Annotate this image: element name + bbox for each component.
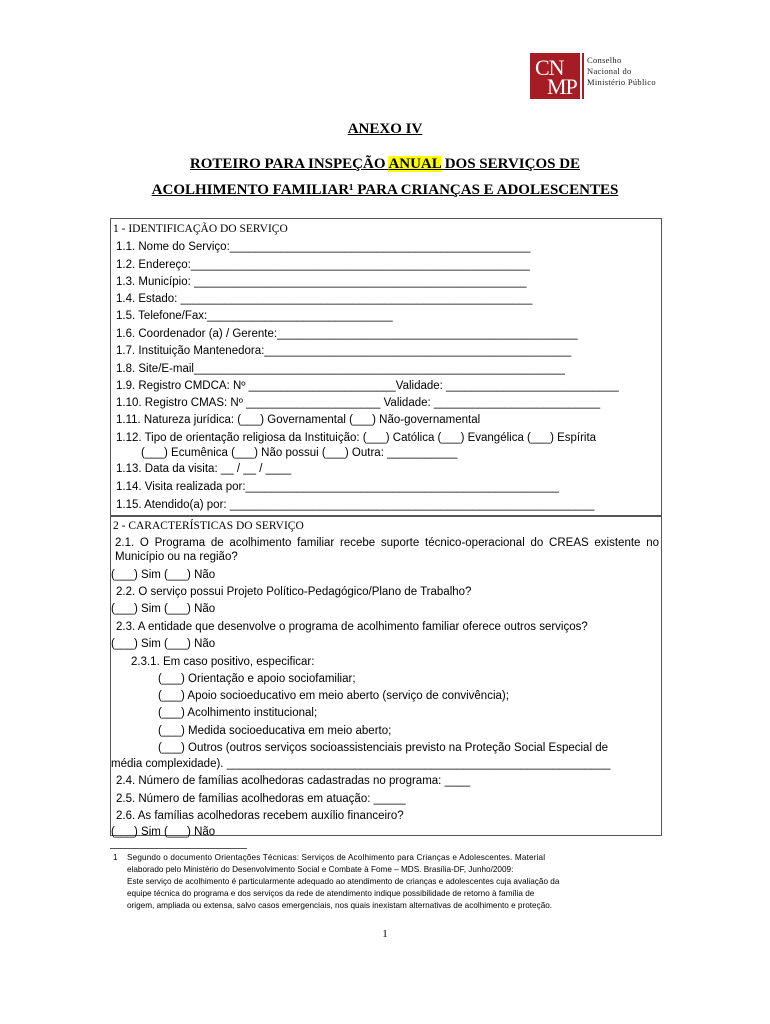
field-attended-by[interactable]: 1.15. Atendido(a) por: _________________________________________________________ <box>116 499 595 511</box>
field-site-email[interactable]: 1.8. Site/E-mail__________________________________________________________ <box>116 363 565 375</box>
logo-divider <box>582 53 584 99</box>
field-address[interactable]: 1.2. Endereço:_____________________________________________________ <box>116 259 530 271</box>
document-title-line1 <box>0 156 770 173</box>
question-2-3: 2.3. A entidade que desenvolve o programa de acolhimento familiar oferece outros serviços? <box>116 621 588 633</box>
question-2-4[interactable]: 2.4. Número de famílias acolhedoras cadastradas no programa: ____ <box>116 775 471 787</box>
footnote-line: origem, ampliada ou extensa, salvo casos emergenciais, nos quais inexistam alternativas de acolhimento e proteção. <box>127 901 553 910</box>
options-2-2[interactable]: (___) Sim (___) Não <box>111 603 216 615</box>
field-visited-by[interactable]: 1.14. Visita realizada por:_________________________________________________ <box>116 481 559 493</box>
option-institutional-care[interactable]: (___) Acolhimento institucional; <box>158 707 318 719</box>
section-characteristics <box>110 516 662 836</box>
field-religious-orientation-cont[interactable]: (___) Ecumênica (___) Não possui (___) Outra: ___________ <box>141 447 458 459</box>
option-other-services-cont[interactable]: média complexidade). ____________________________________________________________ <box>111 758 611 770</box>
title-highlight: ANUAL <box>388 156 441 172</box>
option-socioeducational-support[interactable]: (___) Apoio socioeducativo em meio aberto (serviço de convivência); <box>158 690 509 702</box>
logo-org-line: Conselho <box>587 55 622 65</box>
option-socioeducational-measure[interactable]: (___) Medida socioeducativa em meio aberto; <box>158 725 392 737</box>
page-number: 1 <box>382 928 388 940</box>
question-2-6: 2.6. As famílias acolhedoras recebem auxílio financeiro? <box>116 810 404 822</box>
field-phone-fax[interactable]: 1.5. Telefone/Fax:_____________________________ <box>116 310 393 322</box>
field-coordinator[interactable]: 1.6. Coordenador (a) / Gerente:_______________________________________________ <box>116 328 578 340</box>
question-2-2: 2.2. O serviço possui Projeto Político-Pedagógico/Plano de Trabalho? <box>116 586 472 598</box>
section-identification <box>110 218 662 516</box>
question-2-3-1: 2.3.1. Em caso positivo, especificar: <box>131 656 315 668</box>
title-line1-before: ROTEIRO PARA INSPEÇÃO <box>189 156 389 172</box>
field-service-name[interactable]: 1.1. Nome do Serviço:_______________________________________________ <box>116 241 531 253</box>
question-2-5[interactable]: 2.5. Número de famílias acolhedoras em atuação: _____ <box>116 793 406 805</box>
field-sponsor-institution[interactable]: 1.7. Instituição Mantenedora:________________________________________________ <box>116 345 572 357</box>
field-religious-orientation[interactable]: 1.12. Tipo de orientação religiosa da Instituição: (___) Católica (___) Evangélica (___) Espírita <box>116 432 597 444</box>
footnote-number: 1 <box>113 853 118 862</box>
options-2-1[interactable]: (___) Sim (___) Não <box>111 569 216 581</box>
footnote-line: elaborado pelo Ministério do Desenvolvimento Social e Combate à Fome – MDS. Brasília-DF, Junho/2009: <box>127 865 514 874</box>
field-state[interactable]: 1.4. Estado: _______________________________________________________ <box>116 293 533 305</box>
logo-org-line: Nacional do <box>587 66 632 76</box>
field-cmas-registration[interactable]: 1.10. Registro CMAS: Nº _____________________ Validade: __________________________ <box>116 397 601 409</box>
footnote-line: Segundo o documento Orientações Técnicas: Serviços de Acolhimento para Crianças e Adolescentes. Material <box>127 853 546 862</box>
section2-heading: 2 - CARACTERÍSTICAS DO SERVIÇO <box>113 520 304 532</box>
field-legal-nature[interactable]: 1.11. Natureza jurídica: (___) Governamental (___) Não-governamental <box>116 414 481 426</box>
options-2-3[interactable]: (___) Sim (___) Não <box>111 638 216 650</box>
option-sociofamily-support[interactable]: (___) Orientação e apoio sociofamiliar; <box>158 673 356 685</box>
options-2-6[interactable]: (___) Sim (___) Não <box>111 826 216 838</box>
question-2-1: 2.1. O Programa de acolhimento familiar recebe suporte técnico-operacional do CREAS existente no Município ou na região? <box>115 537 659 563</box>
logo-mark-top: CN <box>535 55 564 80</box>
footnote-line: equipe técnica do programa e dos serviços da rede de atendimento indique possibilidade de retorno à família de <box>127 889 535 898</box>
logo-mark-bottom: MP <box>547 74 577 99</box>
annex-title: ANEXO IV <box>347 121 423 137</box>
logo-org-name <box>587 55 656 88</box>
option-other-services[interactable]: (___) Outros (outros serviços socioassistenciais previsto na Proteção Social Especial de <box>158 742 608 754</box>
field-municipality[interactable]: 1.3. Município: ____________________________________________________ <box>116 276 527 288</box>
cnmp-logo-mark <box>530 53 580 99</box>
footnote-line: Este serviço de acolhimento é particularmente adequado ao atendimento de crianças e adolescentes cuja avaliação da <box>127 877 560 886</box>
section1-heading: 1 - IDENTIFICAÇÃO DO SERVIÇO <box>113 223 288 235</box>
footnote-rule <box>110 848 247 849</box>
logo-org-line: Ministério Público <box>587 77 656 87</box>
field-visit-date[interactable]: 1.13. Data da visita: __ / __ / ____ <box>116 463 292 475</box>
title-line1-after: DOS SERVIÇOS DE <box>440 156 581 172</box>
document-title-line2: ACOLHIMENTO FAMILIAR¹ PARA CRIANÇAS E ADOLESCENTES <box>151 182 619 198</box>
field-cmdca-registration[interactable]: 1.9. Registro CMDCA: Nº _______________________Validade: ___________________________ <box>116 380 619 392</box>
